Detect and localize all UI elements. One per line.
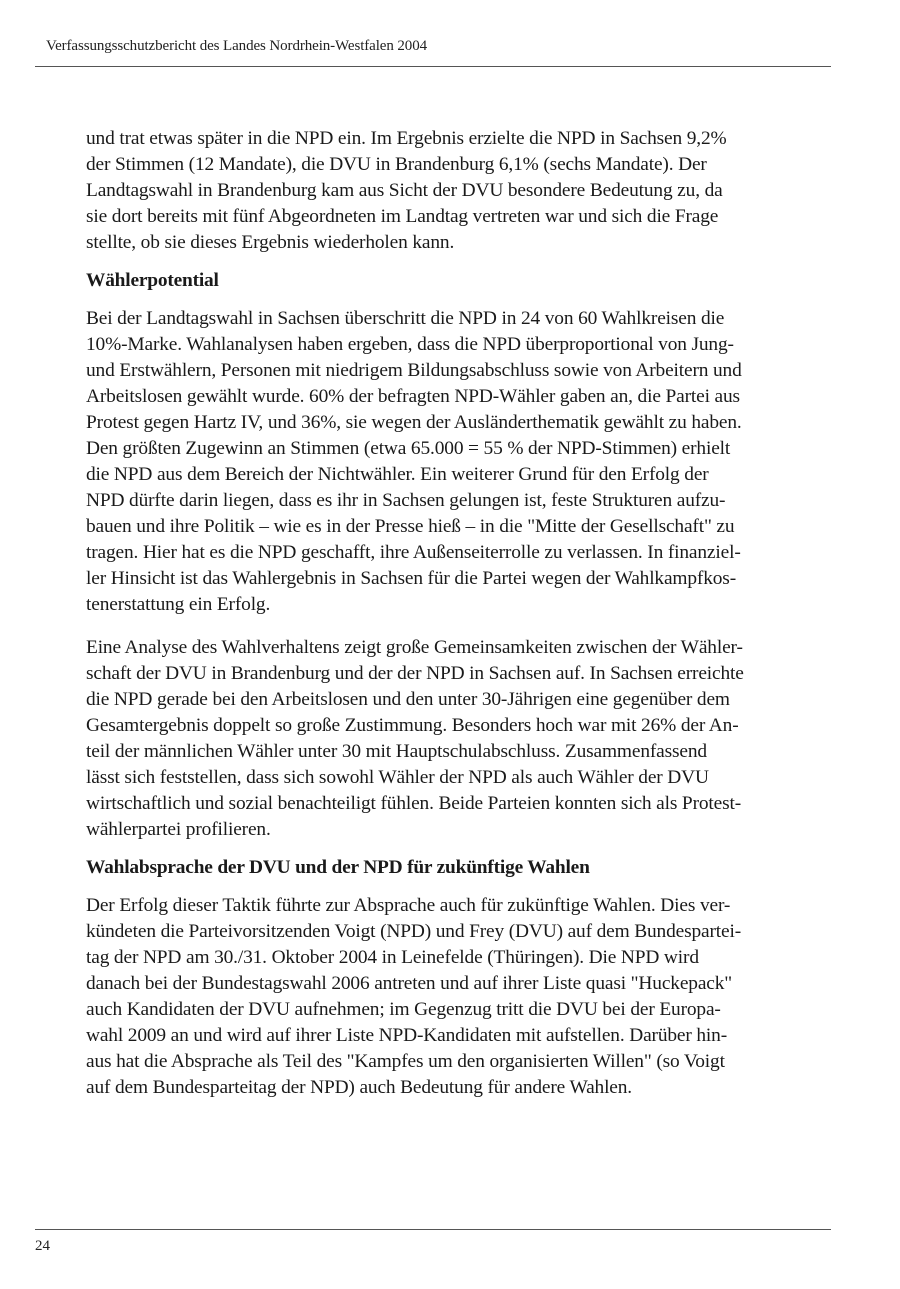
paragraph-line: teil der männlichen Wähler unter 30 mit Hauptschulabschluss. Zusammenfassend [86,741,707,762]
paragraph-line: Gesamtergebnis doppelt so große Zustimmung. Besonders hoch war mit 26% der An- [86,715,739,736]
paragraph-line: bauen und ihre Politik – wie es in der Presse hieß – in die "Mitte der Gesellschaft" zu [86,516,735,537]
paragraph-3 [86,635,834,843]
paragraph-4 [86,893,834,1101]
paragraph-line: aus hat die Absprache als Teil des "Kampfes um den organisierten Willen" (so Voigt [86,1051,725,1072]
paragraph-line: tag der NPD am 30./31. Oktober 2004 in Leinefelde (Thüringen). Die NPD wird [86,947,699,968]
page-body [86,126,834,1101]
paragraph-line: und trat etwas später in die NPD ein. Im Ergebnis erzielte die NPD in Sachsen 9,2% [86,128,727,149]
paragraph-line: kündeten die Parteivorsitzenden Voigt (NPD) und Frey (DVU) auf dem Bundespartei- [86,921,742,942]
paragraph-line: wählerpartei profilieren. [86,819,271,840]
paragraph-line: die NPD aus dem Bereich der Nichtwähler. Ein weiterer Grund für den Erfolg der [86,464,709,485]
paragraph-line: stellte, ob sie dieses Ergebnis wiederholen kann. [86,232,455,253]
footer-rule [35,1229,831,1230]
section-heading-waehlerpotential: Wählerpotential [86,270,219,291]
paragraph-line: wirtschaftlich und sozial benachteiligt fühlen. Beide Parteien konnten sich als Protest- [86,793,742,814]
section-heading-wahlabsprache: Wahlabsprache der DVU und der NPD für zukünftige Wahlen [86,857,590,878]
running-header-title: Verfassungsschutzbericht des Landes Nordrhein-Westfalen 2004 [46,38,428,54]
paragraph-line: Bei der Landtagswahl in Sachsen überschritt die NPD in 24 von 60 Wahlkreisen die [86,308,725,329]
paragraph-line: ler Hinsicht ist das Wahlergebnis in Sachsen für die Partei wegen der Wahlkampfkos- [86,568,737,589]
paragraph-line: Der Erfolg dieser Taktik führte zur Absprache auch für zukünftige Wahlen. Dies ver- [86,895,731,916]
paragraph-line: sie dort bereits mit fünf Abgeordneten im Landtag vertreten war und sich die Frage [86,206,719,227]
paragraph-1 [86,126,834,256]
paragraph-2 [86,306,834,618]
paragraph-line: schaft der DVU in Brandenburg und der der NPD in Sachsen auf. In Sachsen erreichte [86,663,744,684]
paragraph-line: Arbeitslosen gewählt wurde. 60% der befragten NPD-Wähler gaben an, die Partei aus [86,386,740,407]
paragraph-line: auch Kandidaten der DVU aufnehmen; im Gegenzug tritt die DVU bei der Europa- [86,999,721,1020]
paragraph-line: tenerstattung ein Erfolg. [86,594,271,615]
paragraph-line: 10%-Marke. Wahlanalysen haben ergeben, dass die NPD überproportional von Jung- [86,334,734,355]
paragraph-line: danach bei der Bundestagswahl 2006 antreten und auf ihrer Liste quasi "Huckepack" [86,973,733,994]
paragraph-line: lässt sich feststellen, dass sich sowohl Wähler der NPD als auch Wähler der DVU [86,767,709,788]
paragraph-line: auf dem Bundesparteitag der NPD) auch Bedeutung für andere Wahlen. [86,1077,633,1098]
paragraph-line: Den größten Zugewinn an Stimmen (etwa 65.000 = 55 % der NPD-Stimmen) erhielt [86,438,731,459]
paragraph-line: Protest gegen Hartz IV, und 36%, sie wegen der Ausländerthematik gewählt zu haben. [86,412,742,433]
paragraph-line: die NPD gerade bei den Arbeitslosen und den unter 30-Jährigen eine gegenüber dem [86,689,730,710]
header-rule [35,66,831,67]
paragraph-line: und Erstwählern, Personen mit niedrigem Bildungsabschluss sowie von Arbeitern und [86,360,742,381]
paragraph-line: wahl 2009 an und wird auf ihrer Liste NPD-Kandidaten mit aufstellen. Darüber hin- [86,1025,728,1046]
paragraph-line: Landtagswahl in Brandenburg kam aus Sicht der DVU besondere Bedeutung zu, da [86,180,723,201]
page-number: 24 [35,1238,50,1254]
paragraph-line: tragen. Hier hat es die NPD geschafft, ihre Außenseiterrolle zu verlassen. In finanziel- [86,542,741,563]
paragraph-line: NPD dürfte darin liegen, dass es ihr in Sachsen gelungen ist, feste Strukturen aufzu- [86,490,726,511]
paragraph-line: der Stimmen (12 Mandate), die DVU in Brandenburg 6,1% (sechs Mandate). Der [86,154,707,175]
paragraph-line: Eine Analyse des Wahlverhaltens zeigt große Gemeinsamkeiten zwischen der Wähler- [86,637,743,658]
